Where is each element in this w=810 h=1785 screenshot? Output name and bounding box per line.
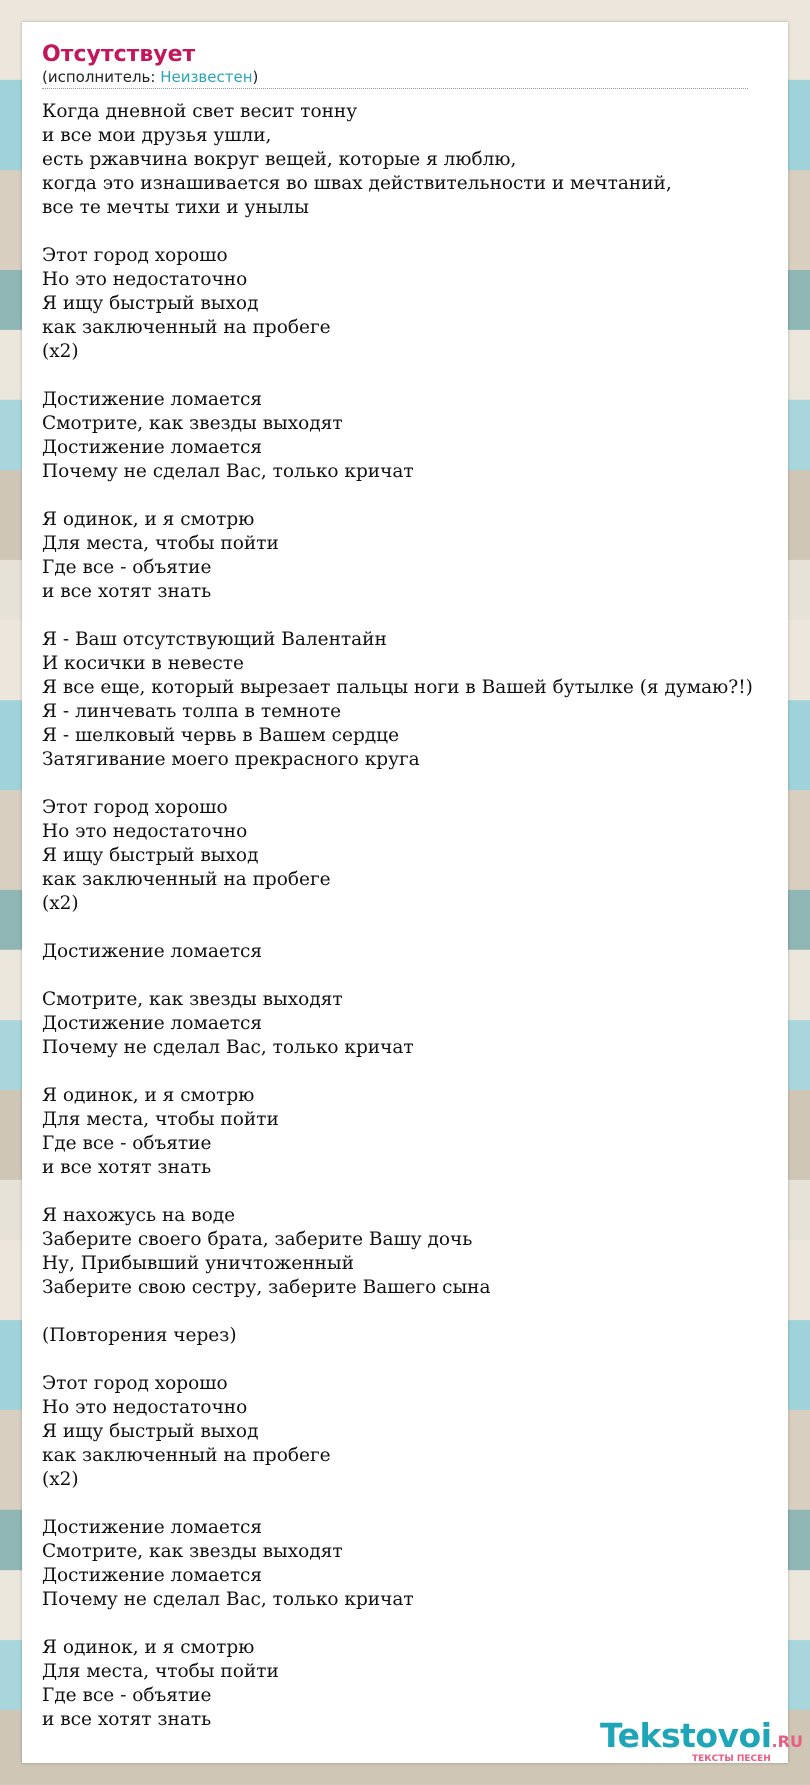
lyric-line: Достижение ломается: [42, 1517, 263, 1538]
artist-link[interactable]: Неизвестен: [160, 68, 253, 86]
lyric-line: Но это недостаточно: [42, 269, 248, 290]
lyric-line: Я - Ваш отсутствующий Валентайн: [42, 629, 387, 650]
artist-line: [42, 68, 748, 86]
lyric-line: Где все - объятие: [42, 1685, 212, 1706]
lyric-line: Почему не сделал Вас, только кричат: [42, 1037, 414, 1058]
lyric-line: Где все - объятие: [42, 1133, 212, 1154]
lyric-line: Я одинок, и я смотрю: [42, 1637, 255, 1658]
lyric-line: [42, 604, 810, 628]
lyric-line: Заберите свою сестру, заберите Вашего сына: [42, 1277, 491, 1298]
lyric-line: и все хотят знать: [42, 1157, 212, 1178]
song-title: Отсутствует: [42, 42, 196, 67]
logo-name: Tekstovoi: [600, 1716, 772, 1755]
lyric-line: Я ищу быстрый выход: [42, 1421, 259, 1442]
lyric-line: Ну, Прибывший уничтоженный: [42, 1253, 354, 1274]
lyric-line: Для места, чтобы пойти: [42, 1661, 279, 1682]
lyric-line: и все мои друзья ушли,: [42, 125, 272, 146]
lyric-line: Достижение ломается: [42, 1565, 263, 1586]
lyric-line: [42, 1612, 810, 1636]
lyric-line: [42, 484, 810, 508]
lyric-line: Почему не сделал Вас, только кричат: [42, 461, 414, 482]
lyric-line: как заключенный на пробеге: [42, 869, 331, 890]
lyric-line: есть ржавчина вокруг вещей, которые я люблю,: [42, 149, 517, 170]
lyric-line: [42, 1348, 810, 1372]
lyric-line: и все хотят знать: [42, 581, 212, 602]
lyric-line: [42, 1492, 810, 1516]
lyric-line: [42, 772, 810, 796]
lyric-line: Для места, чтобы пойти: [42, 1109, 279, 1130]
lyric-line: Когда дневной свет весит тонну: [42, 101, 358, 122]
lyric-line: Но это недостаточно: [42, 821, 248, 842]
lyric-line: Достижение ломается: [42, 389, 263, 410]
site-logo[interactable]: [600, 1716, 803, 1764]
lyric-line: [42, 1180, 810, 1204]
lyrics-card: [22, 22, 803, 1764]
lyric-line: [42, 220, 810, 244]
lyric-line: как заключенный на пробеге: [42, 1445, 331, 1466]
lyric-line: (x2): [42, 1469, 79, 1490]
lyric-line: [42, 1300, 810, 1324]
lyric-line: Я ищу быстрый выход: [42, 293, 259, 314]
logo-tagline: ТЕКСТЫ ПЕСЕН: [692, 1754, 771, 1764]
lyric-line: (x2): [42, 893, 79, 914]
lyric-line: Я - шелковый червь в Вашем сердце: [42, 725, 400, 746]
lyric-line: Но это недостаточно: [42, 1397, 248, 1418]
song-header: [42, 42, 748, 89]
lyric-line: и все хотят знать: [42, 1709, 212, 1730]
lyric-line: (Повторения через): [42, 1325, 237, 1346]
lyric-line: Этот город хорошо: [42, 245, 228, 266]
lyric-line: Достижение ломается: [42, 1013, 263, 1034]
lyric-line: [42, 964, 810, 988]
lyric-line: Я одинок, и я смотрю: [42, 1085, 255, 1106]
lyric-line: Смотрите, как звезды выходят: [42, 1541, 343, 1562]
lyric-line: Я - линчевать толпа в темноте: [42, 701, 342, 722]
lyric-line: Смотрите, как звезды выходят: [42, 989, 343, 1010]
lyric-line: Я нахожусь на воде: [42, 1205, 236, 1226]
lyric-line: Для места, чтобы пойти: [42, 533, 279, 554]
lyric-line: Достижение ломается: [42, 941, 263, 962]
lyric-line: [42, 364, 810, 388]
lyric-line: Я одинок, и я смотрю: [42, 509, 255, 530]
artist-suffix: ): [252, 68, 259, 86]
lyric-line: Затягивание моего прекрасного круга: [42, 749, 420, 770]
lyric-line: Почему не сделал Вас, только кричат: [42, 1589, 414, 1610]
lyric-line: [42, 1060, 810, 1084]
artist-prefix: (исполнитель:: [42, 68, 161, 86]
lyric-line: Я все еще, который вырезает пальцы ноги в Вашей бутылке (я думаю?!): [42, 677, 753, 698]
lyric-line: Этот город хорошо: [42, 797, 228, 818]
lyric-line: [42, 916, 810, 940]
lyric-line: Смотрите, как звезды выходят: [42, 413, 343, 434]
lyric-line: И косички в невесте: [42, 653, 244, 674]
lyric-line: Этот город хорошо: [42, 1373, 228, 1394]
lyric-line: Достижение ломается: [42, 437, 263, 458]
lyric-line: Я ищу быстрый выход: [42, 845, 259, 866]
lyric-line: Где все - объятие: [42, 557, 212, 578]
lyric-line: как заключенный на пробеге: [42, 317, 331, 338]
lyrics-text: [42, 100, 810, 1732]
logo-tld: .RU: [771, 1732, 803, 1751]
lyric-line: (x2): [42, 341, 79, 362]
lyric-line: когда это изнашивается во швах действительности и мечтаний,: [42, 173, 672, 194]
lyric-line: Заберите своего брата, заберите Вашу дочь: [42, 1229, 473, 1250]
lyric-line: все те мечты тихи и унылы: [42, 197, 309, 218]
